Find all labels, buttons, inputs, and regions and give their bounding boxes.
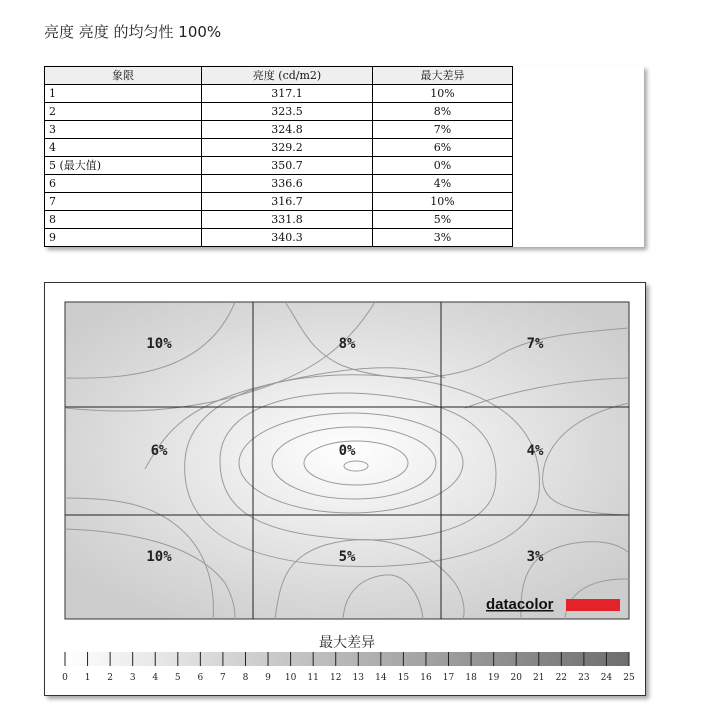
scale-tick-label: 17 xyxy=(442,673,455,683)
table-header-row xyxy=(45,67,513,85)
luminance-cell: 323.5 xyxy=(202,103,373,121)
scale-gradient-bar xyxy=(65,652,629,666)
diff-cell: 5% xyxy=(373,211,513,229)
diff-cell: 10% xyxy=(373,193,513,211)
uniformity-chart-card xyxy=(44,282,646,696)
scale-tick-label: 19 xyxy=(487,673,500,683)
table-row xyxy=(45,103,513,121)
scale-tick-label: 13 xyxy=(352,673,365,683)
scale-tick-label: 24 xyxy=(600,673,613,683)
scale-tick-label: 10 xyxy=(284,673,297,683)
diff-cell: 0% xyxy=(373,157,513,175)
uniformity-chart xyxy=(45,283,645,695)
quadrant-cell: 9 xyxy=(45,229,202,247)
scale-tick-label: 25 xyxy=(623,673,635,683)
quadrant-cell: 8 xyxy=(45,211,202,229)
quadrant-label: 10% xyxy=(146,336,172,352)
table-row xyxy=(45,121,513,139)
luminance-cell: 324.8 xyxy=(202,121,373,139)
table-row xyxy=(45,229,513,247)
table-row xyxy=(45,211,513,229)
quadrant-label: 7% xyxy=(526,336,544,352)
table-row xyxy=(45,157,513,175)
header-quadrant: 象限 xyxy=(45,67,202,85)
scale-tick-label: 9 xyxy=(265,673,271,683)
quadrant-cell: 3 xyxy=(45,121,202,139)
scale-tick-label: 14 xyxy=(375,673,387,683)
diff-cell: 3% xyxy=(373,229,513,247)
scale-tick-label: 16 xyxy=(420,673,432,683)
table-row xyxy=(45,193,513,211)
logo-text: datacolor xyxy=(486,596,554,613)
quadrant-cell: 4 xyxy=(45,139,202,157)
table-row xyxy=(45,139,513,157)
luminance-cell: 329.2 xyxy=(202,139,373,157)
scale-tick-label: 20 xyxy=(510,673,522,683)
quadrant-label: 3% xyxy=(526,549,544,565)
logo-red-bar xyxy=(566,599,620,611)
quadrant-cell: 1 xyxy=(45,85,202,103)
scale-tick-label: 11 xyxy=(307,673,319,683)
results-table-card xyxy=(44,66,644,247)
scale-tick-label: 8 xyxy=(242,673,249,683)
quadrant-cell: 6 xyxy=(45,175,202,193)
scale-title: 最大差异 xyxy=(319,635,375,651)
luminance-cell: 317.1 xyxy=(202,85,373,103)
scale-tick-label: 4 xyxy=(152,673,159,683)
diff-cell: 4% xyxy=(373,175,513,193)
table-row xyxy=(45,85,513,103)
quadrant-cell: 2 xyxy=(45,103,202,121)
scale-tick-label: 21 xyxy=(533,673,545,683)
scale-tick-label: 2 xyxy=(107,673,113,683)
scale-tick-label: 1 xyxy=(84,673,91,683)
diff-cell: 10% xyxy=(373,85,513,103)
quadrant-cell: 7 xyxy=(45,193,202,211)
page-title: 亮度 亮度 的均匀性 100% xyxy=(44,23,222,41)
luminance-cell: 350.7 xyxy=(202,157,373,175)
scale-tick-label: 3 xyxy=(129,673,136,683)
luminance-cell: 331.8 xyxy=(202,211,373,229)
quadrant-label: 10% xyxy=(146,549,172,565)
quadrant-label: 0% xyxy=(338,443,356,459)
quadrant-cell: 5 (最大值) xyxy=(45,157,202,175)
scale-tick-label: 6 xyxy=(197,673,204,683)
luminance-cell: 340.3 xyxy=(202,229,373,247)
table-row xyxy=(45,175,513,193)
scale-tick-label: 0 xyxy=(62,673,68,683)
diff-cell: 8% xyxy=(373,103,513,121)
scale-tick-label: 23 xyxy=(578,673,590,683)
diff-cell: 6% xyxy=(373,139,513,157)
diff-cell: 7% xyxy=(373,121,513,139)
header-luminance: 亮度 (cd/m2) xyxy=(202,67,373,85)
quadrant-label: 4% xyxy=(526,443,544,459)
quadrant-label: 5% xyxy=(338,549,356,565)
quadrant-label: 6% xyxy=(150,443,168,459)
scale-tick-label: 5 xyxy=(174,673,181,683)
header-max-diff: 最大差异 xyxy=(373,67,513,85)
results-table xyxy=(44,66,513,247)
scale-tick-label: 7 xyxy=(220,673,226,683)
luminance-cell: 316.7 xyxy=(202,193,373,211)
quadrant-label: 8% xyxy=(338,336,356,352)
scale-tick-label: 22 xyxy=(555,673,568,683)
scale-tick-label: 18 xyxy=(465,673,477,683)
scale-tick-label: 15 xyxy=(397,673,410,683)
scale-tick-label: 12 xyxy=(329,673,342,683)
luminance-cell: 336.6 xyxy=(202,175,373,193)
